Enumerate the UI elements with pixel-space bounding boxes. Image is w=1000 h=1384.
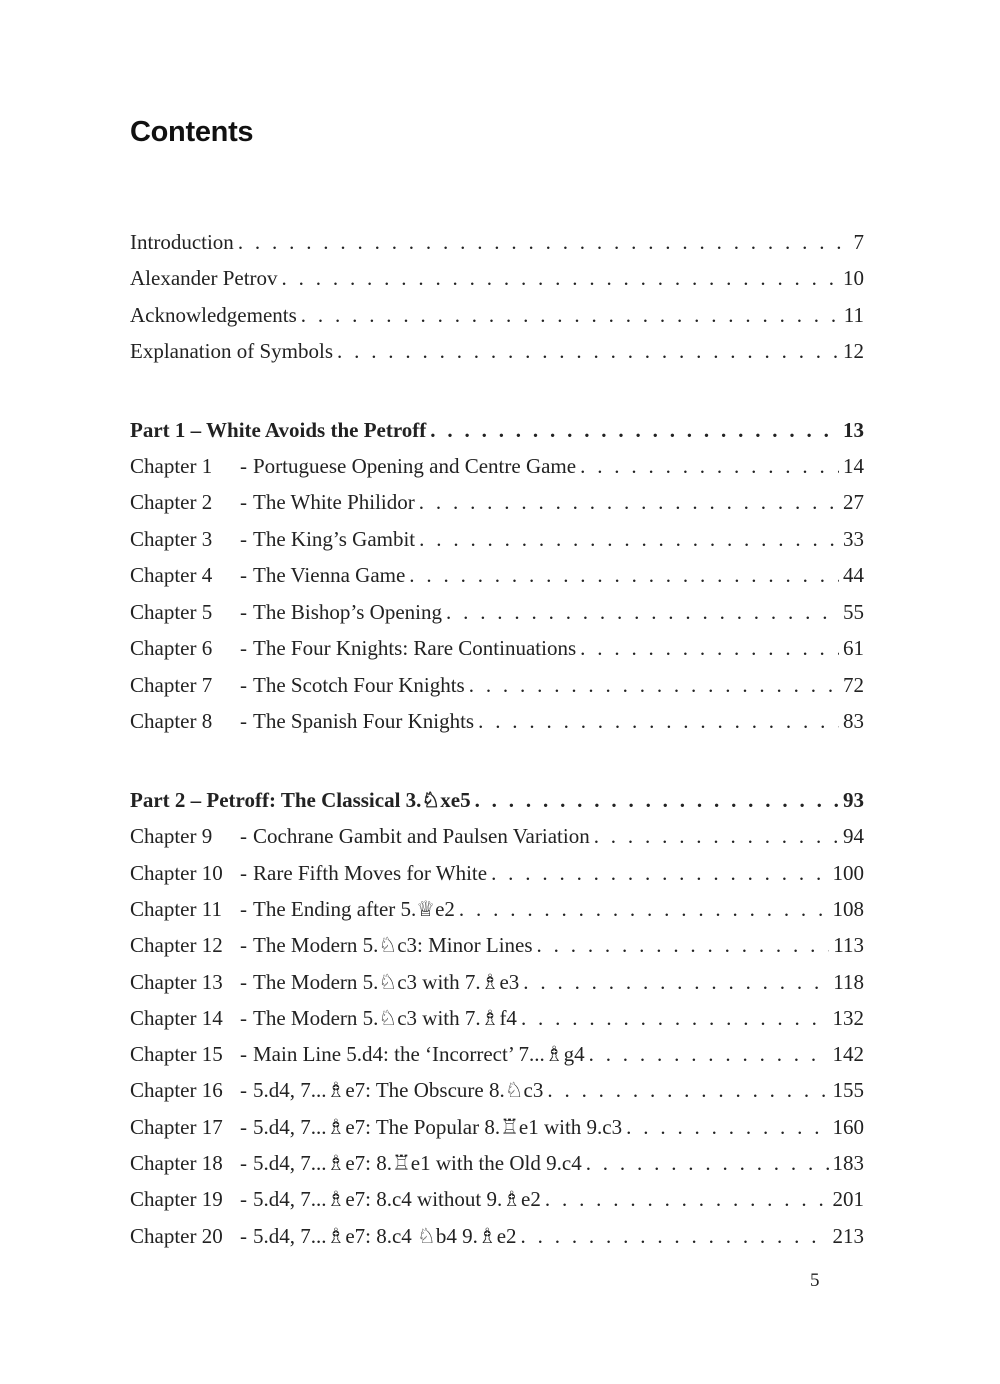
chapter-label: Chapter 5 — [130, 600, 213, 624]
chapter-title: The White Philidor — [253, 490, 415, 514]
toc-chapter-20 — [130, 1221, 864, 1251]
chapter-page: 14 — [843, 454, 864, 478]
dot-leader — [478, 706, 839, 736]
chapter-dash: - — [240, 454, 247, 478]
toc-chapter-10 — [130, 858, 864, 888]
chapter-title: Portuguese Opening and Centre Game — [253, 454, 577, 478]
dot-leader — [547, 1075, 828, 1105]
chapter-page: 160 — [832, 1115, 864, 1139]
chapter-label: Chapter 17 — [130, 1115, 223, 1139]
dot-leader — [469, 670, 839, 700]
entry-title: Explanation of Symbols — [130, 339, 333, 363]
toc-chapter-8 — [130, 706, 864, 736]
chapter-label: Chapter 8 — [130, 709, 213, 733]
dot-leader — [580, 633, 839, 663]
chapter-title: 5.d4, 7...♗e7: 8.c4 without 9.♗e2 — [253, 1187, 541, 1211]
chapter-dash: - — [240, 673, 247, 697]
toc-chapter-1 — [130, 451, 864, 481]
toc-chapter-6 — [130, 633, 864, 663]
chapter-label: Chapter 10 — [130, 861, 223, 885]
toc-chapter-2 — [130, 487, 864, 517]
toc-part-heading-1 — [130, 415, 864, 445]
chapter-page: 33 — [843, 527, 864, 551]
chapter-title: 5.d4, 7...♗e7: 8.♖e1 with the Old 9.c4 — [253, 1151, 582, 1175]
chapter-label: Chapter 3 — [130, 527, 213, 551]
chapter-title: The Spanish Four Knights — [253, 709, 475, 733]
chapter-dash: - — [240, 563, 247, 587]
dot-leader — [430, 415, 839, 445]
dot-leader — [594, 821, 839, 851]
part-page: 13 — [843, 418, 864, 442]
chapter-dash: - — [240, 1224, 247, 1248]
chapter-dash: - — [240, 1115, 247, 1139]
chapter-page: 55 — [843, 600, 864, 624]
chapter-label: Chapter 4 — [130, 563, 213, 587]
chapter-title: 5.d4, 7...♗e7: The Popular 8.♖e1 with 9.c3 — [253, 1115, 623, 1139]
chapter-title: The Vienna Game — [253, 563, 406, 587]
chapter-label: Chapter 16 — [130, 1078, 223, 1102]
chapter-page: 201 — [832, 1187, 864, 1211]
chapter-page: 94 — [843, 824, 864, 848]
part-title: Part 2 – Petroff: The Classical 3.♘xe5 — [130, 788, 471, 812]
chapter-dash: - — [240, 1151, 247, 1175]
toc-entry-acknowledgements — [130, 300, 864, 330]
toc-entry-alexander-petrov — [130, 263, 864, 293]
page-number: 5 — [810, 1270, 820, 1291]
chapter-title: The Ending after 5.♕e2 — [253, 897, 455, 921]
chapter-dash: - — [240, 824, 247, 848]
chapter-label: Chapter 9 — [130, 824, 213, 848]
chapter-dash: - — [240, 933, 247, 957]
toc-chapter-4 — [130, 560, 864, 590]
chapter-label: Chapter 18 — [130, 1151, 223, 1175]
chapter-title: The King’s Gambit — [253, 527, 416, 551]
dot-leader — [580, 451, 839, 481]
entry-title: Alexander Petrov — [130, 266, 278, 290]
toc-chapter-17 — [130, 1112, 864, 1142]
chapter-label: Chapter 12 — [130, 933, 223, 957]
dot-leader — [282, 263, 839, 293]
chapter-page: 113 — [833, 933, 864, 957]
toc-chapter-19 — [130, 1184, 864, 1214]
dot-leader — [459, 894, 829, 924]
chapter-dash: - — [240, 970, 247, 994]
toc-entry-explanation-of-symbols — [130, 336, 864, 366]
chapter-title: The Modern 5.♘c3 with 7.♗e3 — [253, 970, 520, 994]
toc-chapter-5 — [130, 597, 864, 627]
dot-leader — [491, 858, 828, 888]
chapter-label: Chapter 11 — [130, 897, 222, 921]
dot-leader — [337, 336, 839, 366]
chapter-title: The Bishop’s Opening — [253, 600, 442, 624]
chapter-dash: - — [240, 897, 247, 921]
chapter-title: The Modern 5.♘c3 with 7.♗f4 — [253, 1006, 517, 1030]
dot-leader — [523, 967, 829, 997]
chapter-page: 213 — [832, 1224, 864, 1248]
entry-page: 7 — [853, 230, 864, 254]
chapter-label: Chapter 7 — [130, 673, 213, 697]
dot-leader — [409, 560, 839, 590]
part-title: Part 1 – White Avoids the Petroff — [130, 418, 427, 442]
chapter-label: Chapter 2 — [130, 490, 213, 514]
chapter-page: 83 — [843, 709, 864, 733]
chapter-dash: - — [240, 600, 247, 624]
chapter-title: Cochrane Gambit and Paulsen Variation — [253, 824, 590, 848]
entry-page: 10 — [843, 266, 864, 290]
chapter-page: 44 — [843, 563, 864, 587]
chapter-page: 61 — [843, 636, 864, 660]
dot-leader — [419, 524, 839, 554]
chapter-label: Chapter 19 — [130, 1187, 223, 1211]
toc-chapter-9 — [130, 821, 864, 851]
toc-chapter-7 — [130, 670, 864, 700]
dot-leader — [589, 1039, 829, 1069]
chapter-title: Rare Fifth Moves for White — [253, 861, 488, 885]
entry-page: 12 — [843, 339, 864, 363]
page-title: Contents — [130, 116, 254, 148]
chapter-page: 155 — [832, 1078, 864, 1102]
dot-leader — [545, 1184, 829, 1214]
chapter-page: 142 — [832, 1042, 864, 1066]
chapter-page: 132 — [832, 1006, 864, 1030]
chapter-title: The Scotch Four Knights — [253, 673, 465, 697]
chapter-dash: - — [240, 490, 247, 514]
chapter-dash: - — [240, 1187, 247, 1211]
chapter-label: Chapter 1 — [130, 454, 213, 478]
chapter-label: Chapter 13 — [130, 970, 223, 994]
chapter-page: 100 — [832, 861, 864, 885]
chapter-title: The Modern 5.♘c3: Minor Lines — [253, 933, 533, 957]
chapter-title: 5.d4, 7...♗e7: The Obscure 8.♘c3 — [253, 1078, 544, 1102]
chapter-title: Main Line 5.d4: the ‘Incorrect’ 7...♗g4 — [253, 1042, 585, 1066]
dot-leader — [419, 487, 839, 517]
toc-chapter-16 — [130, 1075, 864, 1105]
dot-leader — [537, 930, 830, 960]
chapter-label: Chapter 6 — [130, 636, 213, 660]
dot-leader — [521, 1221, 829, 1251]
chapter-dash: - — [240, 861, 247, 885]
dot-leader — [586, 1148, 829, 1178]
chapter-dash: - — [240, 1078, 247, 1102]
toc-chapter-18 — [130, 1148, 864, 1178]
toc-chapter-12 — [130, 930, 864, 960]
chapter-dash: - — [240, 1006, 247, 1030]
chapter-dash: - — [240, 1042, 247, 1066]
chapter-page: 72 — [843, 673, 864, 697]
chapter-label: Chapter 15 — [130, 1042, 223, 1066]
chapter-title: The Four Knights: Rare Continuations — [253, 636, 577, 660]
dot-leader — [446, 597, 839, 627]
toc-chapter-13 — [130, 967, 864, 997]
toc-chapter-15 — [130, 1039, 864, 1069]
entry-title: Introduction — [130, 230, 234, 254]
chapter-dash: - — [240, 636, 247, 660]
chapter-label: Chapter 20 — [130, 1224, 223, 1248]
dot-leader — [521, 1003, 829, 1033]
chapter-dash: - — [240, 527, 247, 551]
chapter-title: 5.d4, 7...♗e7: 8.c4 ♘b4 9.♗e2 — [253, 1224, 517, 1248]
dot-leader — [626, 1112, 828, 1142]
dot-leader — [238, 227, 850, 257]
toc-chapter-3 — [130, 524, 864, 554]
chapter-page: 108 — [832, 897, 864, 921]
toc-chapter-11 — [130, 894, 864, 924]
chapter-dash: - — [240, 709, 247, 733]
chapter-page: 27 — [843, 490, 864, 514]
entry-title: Acknowledgements — [130, 303, 297, 327]
toc-chapter-14 — [130, 1003, 864, 1033]
toc-part-heading-2 — [130, 785, 864, 815]
entry-page: 11 — [843, 303, 864, 327]
toc-entry-introduction — [130, 227, 864, 257]
chapter-page: 118 — [833, 970, 864, 994]
dot-leader — [475, 785, 839, 815]
part-page: 93 — [843, 788, 864, 812]
chapter-label: Chapter 14 — [130, 1006, 223, 1030]
chapter-page: 183 — [832, 1151, 864, 1175]
dot-leader — [301, 300, 840, 330]
